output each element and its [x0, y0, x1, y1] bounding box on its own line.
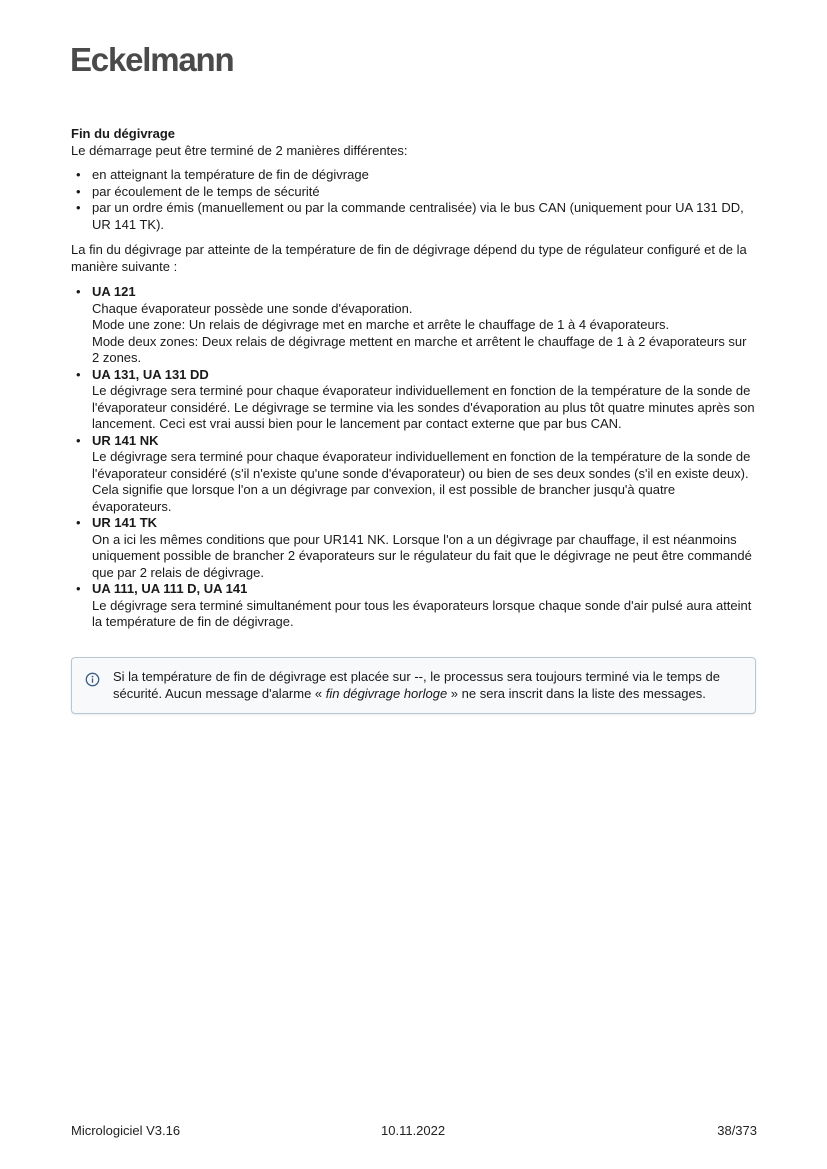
- footer-page-number: 38/373: [717, 1123, 757, 1138]
- model-name: • UA 111, UA 111 D, UA 141: [92, 581, 248, 596]
- model-description: Le dégivrage sera terminé pour chaque évaporateur individuellement en fonction de la température de la sonde de l'évaporateur considéré (s'il n'existe qu'une sonde d'évaporateur) ou bien de ses deux sondes (s'il en existe deux). Cela signifie que lorsque l'on a un dégivrage par convexion, il est possible de brancher jusqu'à quatre évaporateurs.: [92, 449, 751, 514]
- section-paragraph: La fin du dégivrage par atteinte de la température de fin de dégivrage dépend du type de régulateur configuré et de la manière suivante :: [71, 242, 747, 274]
- model-item-ur-141-nk: [71, 433, 757, 516]
- model-description: Mode deux zones: Deux relais de dégivrage mettent en marche et arrêtent le chauffage de 1 à 2 évaporateurs sur 2 zones.: [92, 333, 747, 365]
- model-description: Mode une zone: Un relais de dégivrage met en marche et arrête le chauffage de 1 à 4 évaporateurs.: [92, 317, 670, 332]
- model-description: Le dégivrage sera terminé pour chaque évaporateur individuellement en fonction de la température de la sonde de l'évaporateur considéré. Le dégivrage se termine via les sondes d'évaporation au plus tôt quatre minutes après son lancement. Ceci est vrai aussi bien pour le lancement par contact externe que par bus CAN.: [92, 383, 755, 431]
- note-text: Si la température de fin de dégivrage est placée sur --, le processus sera toujours terminé via le temps de sécurité. Aucun message d'alarme « fin dégivrage horloge » ne sera inscrit dans la liste des messages.: [113, 669, 720, 701]
- footer-firmware-version: Micrologiciel V3.16: [71, 1123, 181, 1138]
- model-name: • UR 141 NK: [92, 432, 159, 448]
- page-footer: [71, 1123, 757, 1141]
- model-name: • UA 131, UA 131 DD: [92, 366, 209, 382]
- model-item-ur-141-tk: [71, 515, 757, 581]
- controller-models-list: [71, 284, 757, 631]
- section-intro: Le démarrage peut être terminé de 2 manières différentes:: [71, 142, 408, 158]
- end-methods-list: [71, 167, 757, 233]
- model-item-ua-111: [71, 581, 757, 631]
- footer-date: 10.11.2022: [381, 1123, 446, 1138]
- main-content: [71, 126, 757, 631]
- alarm-message-name: fin dégivrage horloge: [325, 685, 448, 701]
- info-note-box: [71, 657, 756, 714]
- model-item-ua-121: [71, 284, 757, 367]
- section-title: Fin du dégivrage: [71, 126, 176, 141]
- model-description: Le dégivrage sera terminé simultanément pour tous les évaporateurs lorsque chaque sonde d'air pulsé aura atteint la température de fin de dégivrage.: [92, 597, 752, 629]
- model-description: Chaque évaporateur possède une sonde d'évaporation.: [92, 300, 413, 316]
- info-icon: [85, 672, 100, 687]
- model-description: On a ici les mêmes conditions que pour UR141 NK. Lorsque l'on a un dégivrage par chauffage, il est néanmoins uniquement possible de brancher 2 évaporateurs sur le régulateur du fait que le dégivrage ne peut être commandé que par 2 relais de dégivrage.: [92, 531, 752, 580]
- model-name: • UA 121: [92, 284, 136, 299]
- model-name: • UR 141 TK: [92, 515, 158, 530]
- list-item: • en atteignant la température de fin de dégivrage: [71, 167, 757, 184]
- model-item-ua-131: [71, 367, 757, 433]
- brand-logo: Eckelmann: [70, 41, 234, 78]
- list-item: • par un ordre émis (manuellement ou par la commande centralisée) via le bus CAN (uniquement pour UA 131 DD, UR 141 TK).: [71, 200, 757, 233]
- list-item: • par écoulement de le temps de sécurité: [71, 184, 757, 201]
